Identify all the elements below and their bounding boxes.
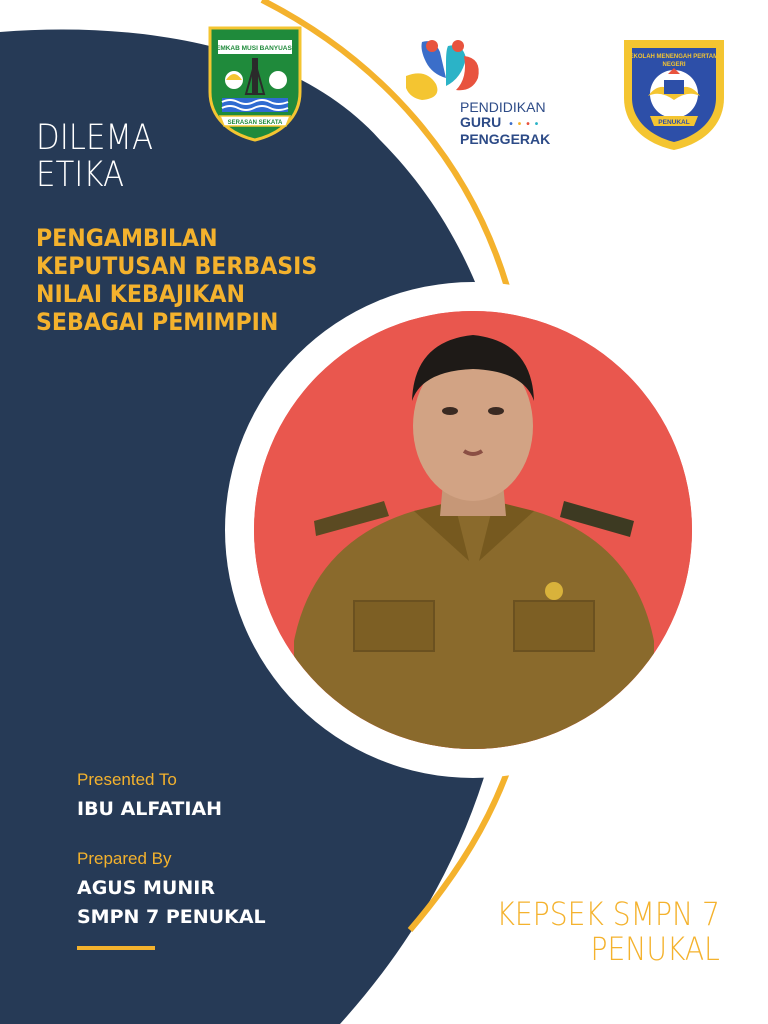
prepared-by-label: Prepared By bbox=[77, 849, 172, 868]
school-crest-icon bbox=[620, 36, 728, 152]
pgp-dots: •••• bbox=[509, 119, 544, 130]
subtitle-line-2: KEPUTUSAN BERBASIS bbox=[36, 252, 318, 280]
regency-top-text: PEMKAB MUSI BANYUASIN bbox=[211, 45, 299, 52]
subtitle-line-1: PENGAMBILAN bbox=[36, 224, 218, 252]
portrait-photo bbox=[254, 311, 692, 749]
school-middle-text: NEGERI bbox=[662, 62, 686, 68]
gold-underline bbox=[77, 946, 155, 950]
subtitle-line-3: NILAI KEBAJIKAN bbox=[36, 280, 245, 308]
school-top-text: SEKOLAH MENENGAH PERTAMA bbox=[625, 54, 723, 60]
cover-title bbox=[36, 120, 153, 194]
title-line-1: DILEMA bbox=[36, 118, 154, 158]
regency-crest-icon bbox=[204, 22, 306, 142]
guru-penggerak-logo bbox=[400, 38, 570, 148]
school-ribbon-text: PENUKAL bbox=[658, 119, 690, 126]
regency-ribbon-text: SERASAN SEKATA bbox=[227, 120, 283, 126]
subtitle-line-4: SEBAGAI PEMIMPIN bbox=[36, 308, 279, 336]
school-crest-logo bbox=[620, 36, 728, 152]
prepared-by-school: SMPN 7 PENUKAL bbox=[77, 906, 266, 928]
presented-to-label: Presented To bbox=[77, 770, 177, 789]
portrait-illustration bbox=[254, 311, 692, 749]
footer-title bbox=[497, 897, 720, 967]
prepared-by-name: AGUS MUNIR bbox=[77, 877, 215, 899]
presented-to-name: IBU ALFATIAH bbox=[77, 798, 223, 820]
title-line-2: ETIKA bbox=[36, 155, 125, 195]
guru-penggerak-icon bbox=[402, 38, 492, 108]
pgp-line2: GURU •••• bbox=[460, 114, 544, 130]
pgp-line1: PENDIDIKAN bbox=[460, 99, 546, 115]
regency-crest-logo bbox=[204, 22, 306, 142]
footer-line-2: PENUKAL bbox=[590, 930, 720, 968]
pgp-line3: PENGGERAK bbox=[460, 131, 551, 147]
footer-line-1: KEPSEK SMPN 7 bbox=[496, 895, 720, 933]
